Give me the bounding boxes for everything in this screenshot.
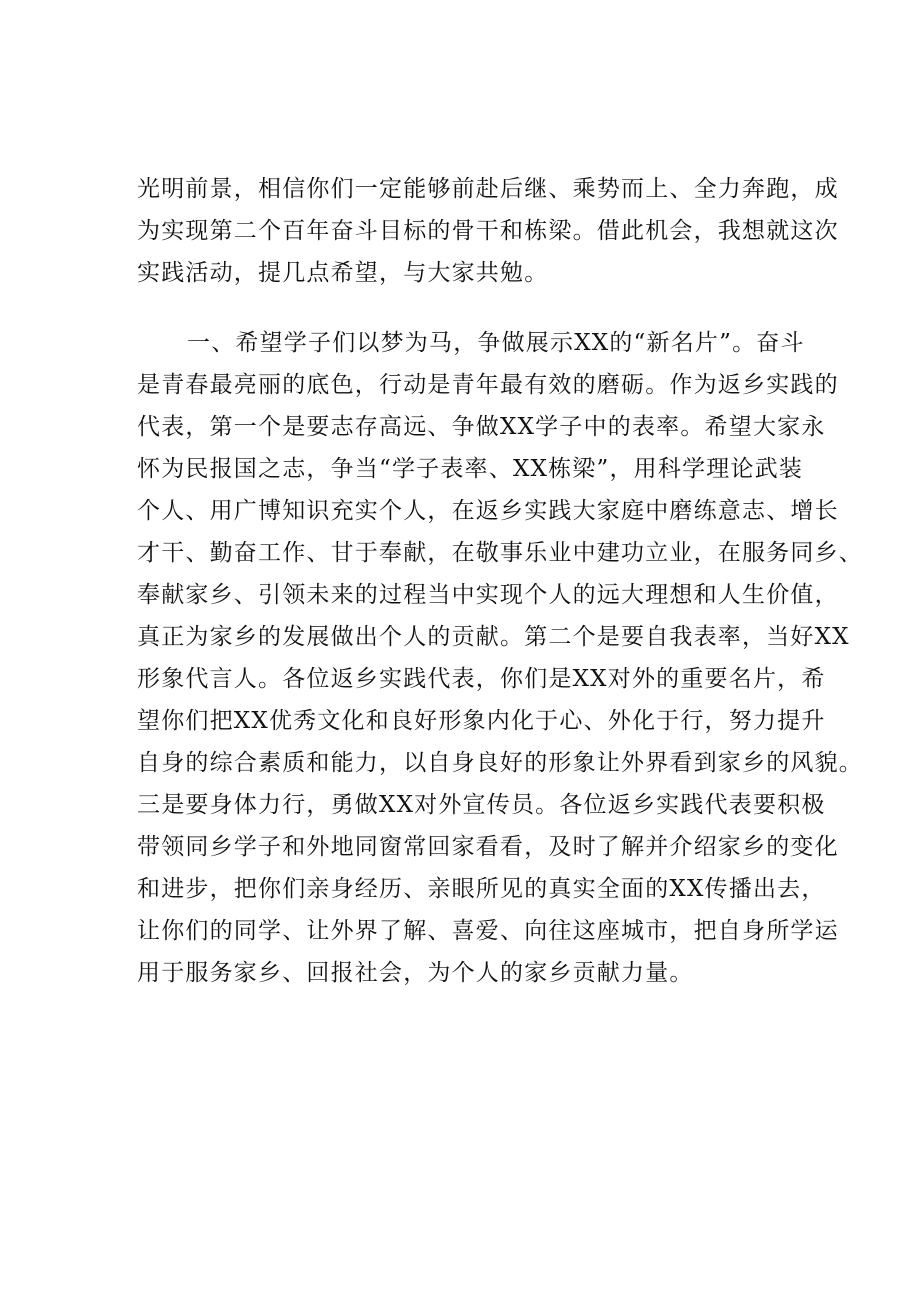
text-line: 真正为家乡的发展做出个人的贡献。第二个是要自我表率，当好XX (137, 624, 850, 650)
text-line: 三是要身体力行，勇做XX对外宣传员。各位返乡实践代表要积极 (137, 792, 826, 818)
paragraph-spacer (137, 294, 801, 322)
text-line: 光明前景，相信你们一定能够前赴后继、乘势而上、全力奔跑，成 (137, 176, 839, 202)
text-line: 用于服务家乡、回报社会，为个人的家乡贡献力量。 (137, 960, 694, 986)
text-line: 代表，第一个是要志存高远、争做XX学子中的表率。希望大家永 (137, 414, 826, 440)
text-line: 望你们把XX优秀文化和良好形象内化于心、外化于行，努力提升 (137, 708, 826, 734)
text-line: 奉献家乡、引领未来的过程当中实现个人的远大理想和人生价值， (137, 582, 839, 608)
text-line: 带领同乡学子和外地同窗常回家看看，及时了解并介绍家乡的变化 (137, 834, 839, 860)
paragraph-2 (137, 322, 863, 994)
text-line: 和进步，把你们亲身经历、亲眼所见的真实全面的XX传播出去， (137, 876, 826, 902)
text-line: 个人、用广博知识充实个人，在返乡实践大家庭中磨练意志、增长 (137, 498, 839, 524)
text-line: 怀为民报国之志，争当“学子表率、XX栋梁”，用科学理论武装 (137, 456, 804, 482)
text-line: 为实现第二个百年奋斗目标的骨干和栋梁。借此机会，我想就这次 (137, 218, 839, 244)
document-body (137, 168, 863, 994)
paragraph-1 (137, 168, 839, 294)
text-line: 自身的综合素质和能力，以自身良好的形象让外界看到家乡的风貌。 (137, 750, 863, 776)
text-line: 是青春最亮丽的底色，行动是青年最有效的磨砺。作为返乡实践的 (137, 372, 839, 398)
text-line: 才干、勤奋工作、甘于奉献，在敬事乐业中建功立业，在服务同乡、 (137, 540, 863, 566)
text-line: 一、希望学子们以梦为马，争做展示XX的“新名片”。奋斗 (187, 330, 805, 356)
text-line: 让你们的同学、让外界了解、喜爱、向往这座城市，把自身所学运 (137, 918, 839, 944)
text-line: 实践活动，提几点希望，与大家共勉。 (137, 260, 549, 286)
text-line: 形象代言人。各位返乡实践代表，你们是XX对外的重要名片，希 (137, 666, 826, 692)
